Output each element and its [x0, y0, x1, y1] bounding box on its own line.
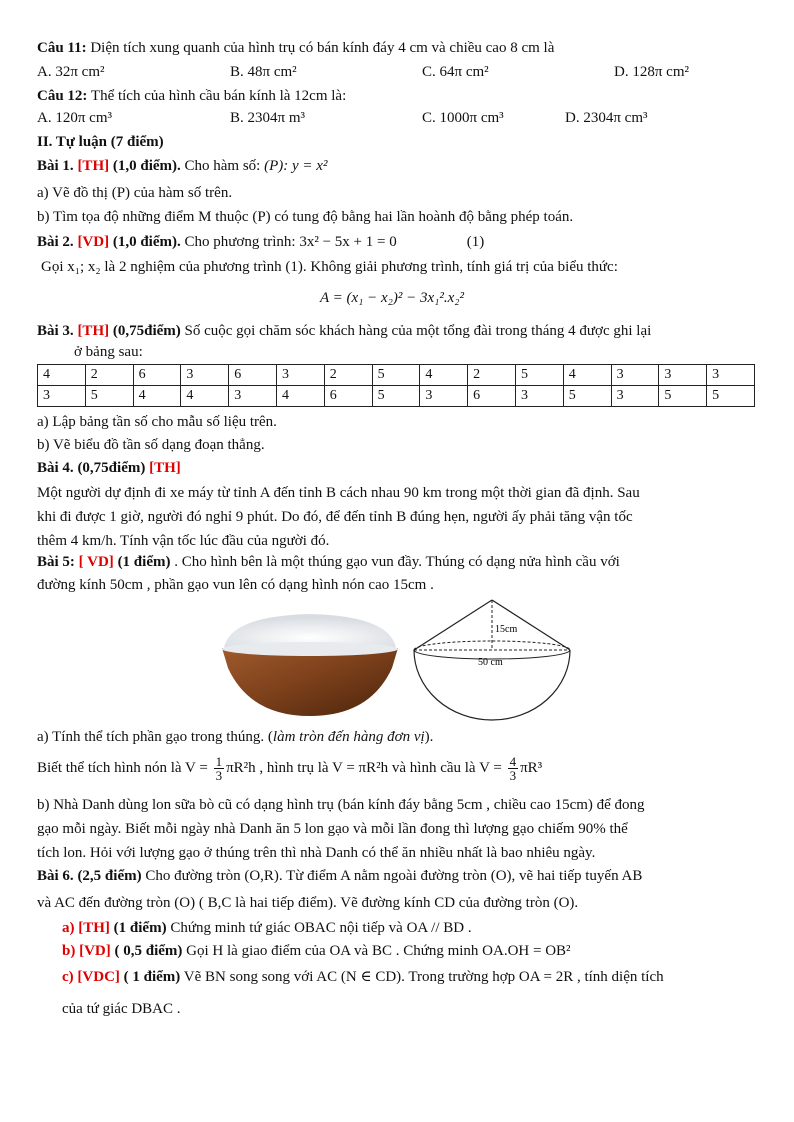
bai4-label: Bài 4.: [37, 460, 74, 476]
label-15cm: 15cm: [495, 624, 518, 635]
bai1-formula: (P): y = x²: [264, 158, 328, 174]
table-cell: 5: [707, 386, 755, 407]
bai1-label: Bài 1.: [37, 158, 74, 174]
bai3-text: Số cuộc gọi chăm sóc khách hàng của một tổng đài trong tháng 4 được ghi lại: [180, 323, 652, 339]
bai6-part-b-text: Gọi H là giao điểm của OA và BC . Chứng minh OA.OH = OB²: [182, 943, 571, 959]
table-cell: 3: [515, 386, 563, 407]
bai3-line-2: ở bảng sau:: [74, 344, 143, 360]
bai6-line-2: và AC đến đường tròn (O) ( B,C là hai tiếp điểm). Vẽ đường kính CD của đường tròn (O).: [37, 895, 579, 911]
table-cell: 6: [133, 365, 181, 386]
bai1-text: Cho hàm số:: [180, 158, 265, 174]
q12-option-c: C. 1000π cm³: [422, 110, 504, 126]
bai3-part-b: b) Vẽ biểu đồ tần số dạng đoạn thẳng.: [37, 437, 265, 453]
bai5-part-b-line-3: tích lon. Hỏi với lượng gạo ở thúng trên thì nhà Danh có thể ăn nhiều nhất là bao nhiêu ngày.: [37, 845, 596, 861]
formula-part-3: πR³: [520, 760, 543, 776]
bai6-part-c-points: ( 1 điểm): [119, 969, 181, 985]
table-cell: 5: [372, 386, 420, 407]
bai6-part-b-points: ( 0,5 điểm): [110, 943, 183, 959]
table-cell: 6: [324, 386, 372, 407]
bai6-part-b-tag: b) [VD]: [62, 943, 111, 959]
table-row-2: [38, 386, 755, 407]
table-cell: 3: [420, 386, 468, 407]
bai4-line-1: Một người dự định đi xe máy từ tỉnh A đến tỉnh B cách nhau 90 km trong một thời gian đã định. Sau: [37, 485, 640, 501]
bai6-part-c-tag: c) [VDC]: [62, 969, 120, 985]
bai6-part-a: [62, 918, 472, 938]
table-cell: 3: [276, 365, 324, 386]
table-cell: 4: [181, 386, 229, 407]
table-cell: 6: [468, 386, 516, 407]
table-cell: 5: [563, 386, 611, 407]
bai6-points: (2,5 điểm): [73, 868, 142, 884]
bai5-part-b-line-1: b) Nhà Danh dùng lon sữa bò cũ có dạng hình trụ (bán kính đáy bằng 5cm , chiều cao 15cm) để đong: [37, 797, 645, 813]
bai6-part-a-points: (1 điểm): [109, 920, 167, 936]
call-data-table: [37, 364, 755, 407]
label-50cm: 50 cm: [478, 657, 503, 668]
table-cell: 4: [133, 386, 181, 407]
bai5-label: Bài 5:: [37, 554, 75, 570]
bai3-label: Bài 3.: [37, 323, 74, 339]
basket-rim: [222, 642, 398, 656]
table-cell: 5: [85, 386, 133, 407]
fraction-four-thirds: [508, 755, 519, 782]
q11-line: [37, 38, 554, 58]
table-cell: 4: [420, 365, 468, 386]
bai6-part-a-text: Chứng minh tứ giác OBAC nội tiếp và OA // BD .: [166, 920, 472, 936]
table-cell: 5: [659, 386, 707, 407]
table-cell: 5: [515, 365, 563, 386]
bai6-label: Bài 6.: [37, 868, 74, 884]
q11-label: Câu 11:: [37, 40, 87, 56]
table-row-1: [38, 365, 755, 386]
q12-option-a: A. 120π cm³: [37, 110, 112, 126]
bai5-line: [37, 552, 620, 572]
bai6-part-c: [62, 967, 664, 987]
fraction-one-third: [214, 755, 225, 782]
table-cell: 3: [38, 386, 86, 407]
bai6-text: Cho đường tròn (O,R). Từ điểm A nằm ngoài đường tròn (O), vẽ hai tiếp tuyến AB: [141, 868, 643, 884]
bai2-equation-number: (1): [466, 234, 485, 250]
formula-part-1: Biết thể tích hình nón là V =: [37, 760, 212, 776]
bai2-line: [37, 232, 484, 252]
bai6-part-b: [62, 941, 571, 961]
bai2-expression: A = (x₁ − x₂)² − 3x₁².x₂²: [320, 290, 464, 306]
table-cell: 2: [468, 365, 516, 386]
q11-option-c: C. 64π cm²: [422, 64, 489, 80]
bai5-volume-formulas: [37, 750, 542, 786]
bai6-part-c-line-2: của tứ giác DBAC .: [62, 1001, 181, 1017]
bai2-equation: 3x² − 5x + 1 = 0: [299, 234, 397, 250]
table-cell: 2: [85, 365, 133, 386]
fraction-denominator: 3: [509, 768, 517, 784]
q11-option-b: B. 48π cm²: [230, 64, 297, 80]
q12-option-d: D. 2304π cm³: [565, 110, 648, 126]
bai3-tag: [TH]: [77, 323, 110, 339]
bai5-tag: [ VD]: [74, 554, 114, 570]
table-cell: 3: [611, 386, 659, 407]
table-cell: 4: [276, 386, 324, 407]
table-cell: 3: [707, 365, 755, 386]
bai5-points: (1 điểm): [113, 554, 171, 570]
q12-option-b: B. 2304π m³: [230, 110, 305, 126]
q11-option-a: A. 32π cm²: [37, 64, 105, 80]
bai6-line: [37, 866, 642, 886]
bai5-part-a-text: a) Tính thể tích phần gạo trong thúng. (: [37, 729, 273, 745]
bai3-points: (0,75điểm): [109, 323, 181, 339]
bai2-line-2: Gọi x₁; x₂ là 2 nghiệm của phương trình (1). Không giải phương trình, tính giá trị của biểu thức:: [41, 259, 618, 275]
table-cell: 3: [181, 365, 229, 386]
bai3-part-a: a) Lập bảng tần số cho mẫu số liệu trên.: [37, 414, 277, 430]
table-cell: 6: [229, 365, 277, 386]
bai2-label: Bài 2.: [37, 234, 74, 250]
bai4-tag: [TH]: [149, 460, 181, 476]
bai5-line-2: đường kính 50cm , phần gạo vun lên có dạng hình nón cao 15cm .: [37, 577, 434, 593]
q12-line: [37, 86, 346, 106]
part2-heading: II. Tự luận (7 điểm): [37, 134, 164, 150]
formula-part-2: πR²h , hình trụ là V = πR²h và hình cầu là V =: [226, 760, 506, 776]
hemisphere-cone-diagram: [408, 592, 578, 722]
bai1-points: (1,0 điểm).: [109, 158, 181, 174]
table-cell: 4: [38, 365, 86, 386]
bai5-part-a-italic: làm tròn đến hàng đơn vị: [272, 729, 425, 745]
bai5-part-a: [37, 727, 433, 747]
basket-bowl: [222, 648, 398, 716]
bai2-points: (1,0 điểm).: [109, 234, 181, 250]
q12-label: Câu 12:: [37, 88, 88, 104]
table-cell: 3: [229, 386, 277, 407]
bai4-line: [37, 458, 181, 478]
bai6-part-a-tag: a) [TH]: [62, 920, 110, 936]
bai5-part-a-end: ).: [424, 729, 434, 745]
table-cell: 5: [372, 365, 420, 386]
fraction-numerator: 4: [509, 754, 517, 770]
fraction-denominator: 3: [215, 768, 223, 784]
table-cell: 2: [324, 365, 372, 386]
fraction-numerator: 1: [215, 754, 223, 770]
q12-text: Thể tích của hình cầu bán kính là 12cm là:: [87, 88, 347, 104]
table-cell: 3: [659, 365, 707, 386]
bai6-part-c-text: Vẽ BN song song với AC (N ∈ CD). Trong trường hợp OA = 2R , tính diện tích: [180, 969, 664, 985]
bai2-text: Cho phương trình:: [180, 234, 300, 250]
table-cell: 4: [563, 365, 611, 386]
bai1-tag: [TH]: [77, 158, 110, 174]
bai5-part-b-line-2: gạo mỗi ngày. Biết mỗi ngày nhà Danh ăn 5 lon gạo và mỗi lần đong thì lượng gạo chiếm 90% thể: [37, 821, 628, 837]
bai3-line: [37, 321, 651, 341]
bai4-line-3: thêm 4 km/h. Tính vận tốc lúc đầu của người đó.: [37, 533, 330, 549]
bai4-line-2: khi đi được 1 giờ, người đó nghỉ 9 phút. Do đó, để đến tỉnh B đúng hẹn, người ấy phải tăng vận tốc: [37, 509, 633, 525]
bai4-points: (0,75điểm): [73, 460, 150, 476]
rice-basket-image: [220, 606, 400, 718]
bai1-part-a: a) Vẽ đồ thị (P) của hàm số trên.: [37, 185, 233, 201]
table-cell: 3: [611, 365, 659, 386]
bai1-part-b: b) Tìm tọa độ những điểm M thuộc (P) có tung độ bằng hai lần hoành độ bằng phép toán.: [37, 209, 574, 225]
q11-option-d: D. 128π cm²: [614, 64, 689, 80]
bai1-line: [37, 156, 327, 176]
bai5-text: . Cho hình bên là một thúng gạo vun đầy. Thúng có dạng nửa hình cầu với: [170, 554, 620, 570]
bai2-tag: [VD]: [77, 234, 110, 250]
q11-text: Diện tích xung quanh của hình trụ có bán kính đáy 4 cm và chiều cao 8 cm là: [86, 40, 555, 56]
